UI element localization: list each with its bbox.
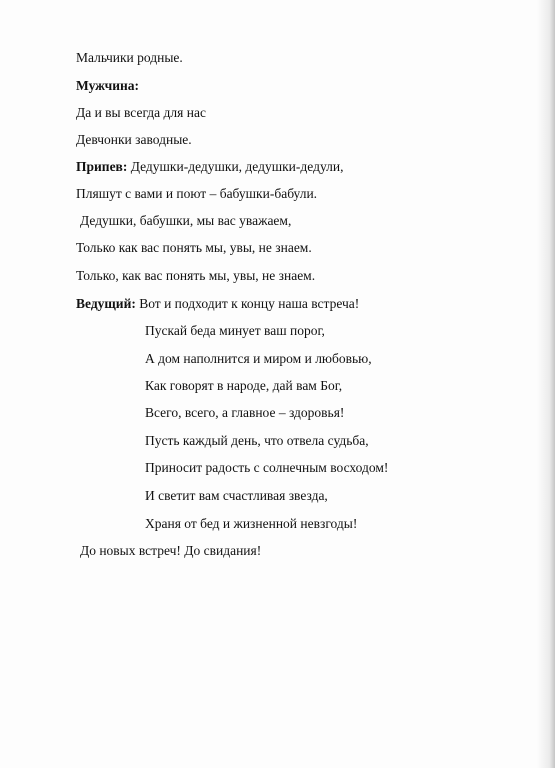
line-text: Всего, всего, а главное – здоровья! [145,405,345,420]
line-text: И светит вам счастливая звезда, [145,488,328,503]
speaker-label: Припев: [76,159,128,174]
text-line [76,132,192,148]
host-line [76,296,359,312]
text-line [76,50,183,66]
line-text: Дедушки, бабушки, мы вас уважаем, [80,213,292,228]
speaker-line [76,78,139,94]
verse-line [145,405,344,421]
line-text: Вот и подходит к концу наша встреча! [139,296,360,311]
text-line [76,268,315,284]
text-line [76,105,206,121]
closing-line [80,543,261,559]
line-text: Да и вы всегда для нас [76,105,206,120]
verse-line [145,460,388,476]
line-text: До новых встреч! До свидания! [80,543,262,558]
line-text: А дом наполнится и миром и любовью, [145,351,372,366]
speaker-label: Мужчина: [76,78,140,93]
text-line [80,213,291,229]
speaker-label: Ведущий: [76,296,136,311]
line-text: Как говорят в народе, дай вам Бог, [145,378,343,393]
line-text: Храня от бед и жизненной невзгоды! [145,516,358,531]
line-text: Дедушки-дедушки, дедушки-дедули, [130,159,344,174]
verse-line [145,433,369,449]
line-text: Мальчики родные. [76,50,183,65]
line-text: Пускай беда минует ваш порог, [145,323,325,338]
line-text: Пляшут с вами и поют – бабушки-бабули. [76,186,318,201]
page-edge-shadow [537,0,555,768]
verse-line [145,323,325,339]
chorus-line [76,159,343,175]
verse-line [145,378,342,394]
line-text: Только, как вас понять мы, увы, не знаем. [76,268,316,283]
text-line [76,186,317,202]
line-text: Только как вас понять мы, увы, не знаем. [76,240,312,255]
verse-line [145,516,357,532]
line-text: Приносит радость с солнечным восходом! [145,460,389,475]
verse-line [145,351,372,367]
line-text: Пусть каждый день, что отвела судьба, [145,433,369,448]
text-line [76,240,312,256]
line-text: Девчонки заводные. [76,132,192,147]
verse-line [145,488,328,504]
